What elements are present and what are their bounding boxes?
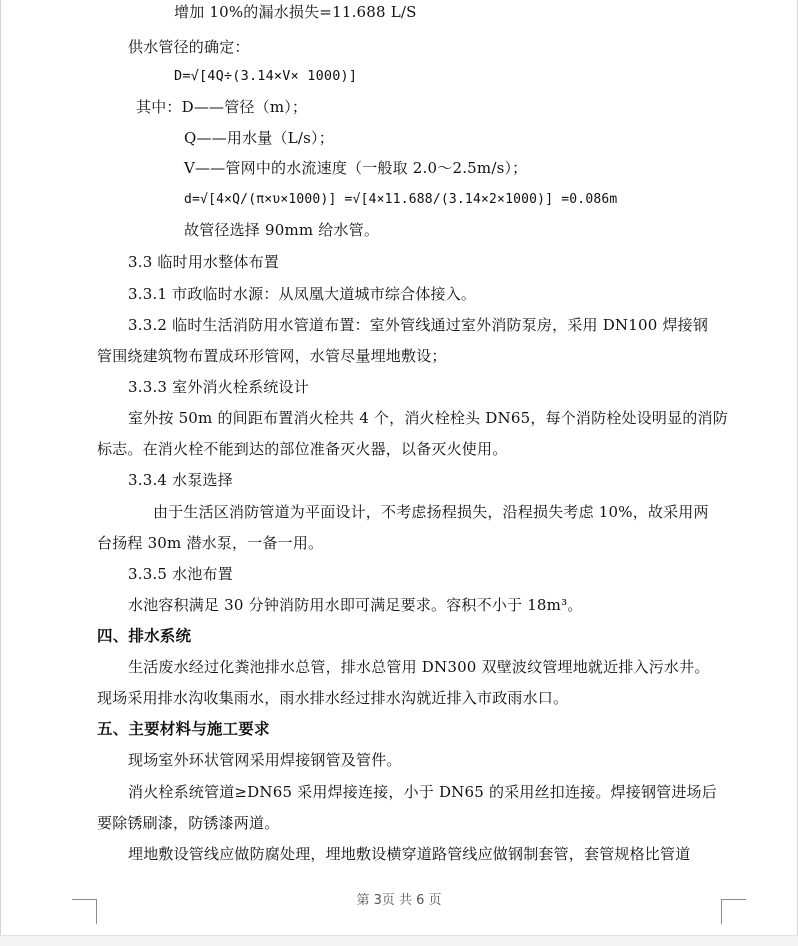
text-line: 3.3.2 临时生活消防用水管道布置：室外管线通过室外消防泵房，采用 DN100 焊接钢 xyxy=(128,316,709,334)
text-line: 增加 10%的漏水损失=11.688 L/S xyxy=(174,3,417,21)
text-line: Q——用水量（L/s）； xyxy=(184,129,334,147)
section-heading: 3.3.3 室外消火栓系统设计 xyxy=(128,378,309,396)
margin-corner-mark-left xyxy=(72,899,97,924)
page-number-footer: 第 3页 共 6 页 xyxy=(356,893,442,908)
formula-line: D=√[4Q÷(3.14×V× 1000)] xyxy=(174,68,358,84)
margin-corner-mark-right xyxy=(721,899,746,924)
text-line: 消火栓系统管道≥DN65 采用焊接连接，小于 DN65 的采用丝扣连接。焊接钢管进场后 xyxy=(128,783,717,801)
text-line: 要除锈刷漆，防锈漆两道。 xyxy=(97,814,280,832)
text-line: 埋地敷设管线应做防腐处理，埋地敷设横穿道路管线应做钢制套管，套管规格比管道 xyxy=(128,845,691,863)
text-line: 故管径选择 90mm 给水管。 xyxy=(184,221,380,239)
section-heading: 3.3.5 水池布置 xyxy=(128,565,233,583)
text-line: 标志。在消火栓不能到达的部位准备灭火器，以备灭火使用。 xyxy=(97,440,508,458)
text-line: 管围绕建筑物布置成环形管网，水管尽量埋地敷设； xyxy=(97,347,447,365)
text-line: 水池容积满足 30 分钟消防用水即可满足要求。容积不小于 18m³。 xyxy=(128,596,583,614)
chapter-heading: 四、排水系统 xyxy=(97,626,192,645)
text-line: 生活废水经过化粪池排水总管，排水总管用 DN300 双壁波纹管埋地就近排入污水井。 xyxy=(128,658,710,676)
text-line: 台扬程 30m 潜水泵，一备一用。 xyxy=(97,534,324,552)
text-line: 现场室外环状管网采用焊接钢管及管件。 xyxy=(128,751,402,769)
text-line: 现场采用排水沟收集雨水，雨水排水经过排水沟就近排入市政雨水口。 xyxy=(97,689,569,707)
formula-line: d=√[4×Q/(π×υ×1000)] =√[4×11.688/(3.14×2×1000)] =0.086m xyxy=(184,192,618,207)
page-left-edge xyxy=(0,0,1,935)
text-line: 室外按 50m 的间距布置消火栓共 4 个，消火栓栓头 DN65，每个消防栓处设明显的消防 xyxy=(128,409,728,427)
chapter-heading: 五、主要材料与施工要求 xyxy=(97,719,270,738)
text-line: 供水管径的确定： xyxy=(128,38,250,56)
text-line: 3.3.1 市政临时水源：从凤凰大道城市综合体接入。 xyxy=(128,285,477,303)
page-gap xyxy=(0,935,798,946)
text-line: 由于生活区消防管道为平面设计，不考虑扬程损失，沿程损失考虑 10%，故采用两 xyxy=(153,503,709,521)
text-line: V——管网中的水流速度（一般取 2.0～2.5m/s）； xyxy=(184,159,528,177)
section-heading: 3.3 临时用水整体布置 xyxy=(128,253,280,271)
text-line: 其中：D——管径（m）； xyxy=(136,98,308,116)
section-heading: 3.3.4 水泵选择 xyxy=(128,471,233,489)
